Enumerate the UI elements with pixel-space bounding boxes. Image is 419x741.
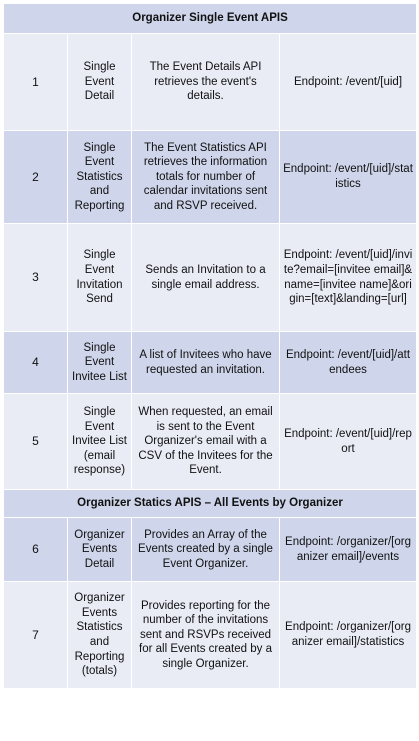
row-number: 2: [4, 131, 68, 224]
api-name: Single Event Detail: [68, 34, 132, 131]
api-description: Provides an Array of the Events created by a single Event Organizer.: [132, 518, 280, 582]
api-description: Provides reporting for the number of the invitations sent and RSVPs received for all Events created by a single Organizer.: [132, 582, 280, 689]
row-number: 7: [4, 582, 68, 689]
table-row: [4, 394, 417, 490]
api-description: A list of Invitees who have requested an invitation.: [132, 332, 280, 394]
table-row: [4, 582, 417, 689]
row-number: 1: [4, 34, 68, 131]
api-description: The Event Details API retrieves the event's details.: [132, 34, 280, 131]
row-number: 3: [4, 224, 68, 332]
api-endpoint: Endpoint: /organizer/[organizer email]/events: [280, 518, 417, 582]
api-name: Single Event Invitation Send: [68, 224, 132, 332]
api-endpoint: Endpoint: /event/[uid]: [280, 34, 417, 131]
section-title: Organizer Statics APIS – All Events by Organizer: [4, 490, 417, 518]
api-name: Single Event Invitee List (email response): [68, 394, 132, 490]
row-number: 5: [4, 394, 68, 490]
api-endpoint: Endpoint: /organizer/[organizer email]/statistics: [280, 582, 417, 689]
section-title: Organizer Single Event APIS: [4, 4, 417, 34]
table-row: [4, 518, 417, 582]
api-description: The Event Statistics API retrieves the information totals for number of calendar invitations sent and RSVP received.: [132, 131, 280, 224]
section-header-all-events: [4, 490, 417, 518]
api-description: Sends an Invitation to a single email address.: [132, 224, 280, 332]
row-number: 6: [4, 518, 68, 582]
api-name: Organizer Events Statistics and Reporting (totals): [68, 582, 132, 689]
api-endpoint: Endpoint: /event/[uid]/report: [280, 394, 417, 490]
api-endpoint: Endpoint: /event/[uid]/attendees: [280, 332, 417, 394]
row-number: 4: [4, 332, 68, 394]
api-name: Single Event Statistics and Reporting: [68, 131, 132, 224]
table-row: [4, 34, 417, 131]
table-row: [4, 131, 417, 224]
api-endpoint: Endpoint: /event/[uid]/statistics: [280, 131, 417, 224]
api-table: [3, 3, 417, 689]
section-header-single-event: [4, 4, 417, 34]
table-row: [4, 332, 417, 394]
table-row: [4, 224, 417, 332]
api-endpoint: Endpoint: /event/[uid]/invite?email=[invitee email]&name=[invitee name]&origin=[text]&landing=[url]: [280, 224, 417, 332]
api-name: Organizer Events Detail: [68, 518, 132, 582]
api-name: Single Event Invitee List: [68, 332, 132, 394]
api-description: When requested, an email is sent to the Event Organizer's email with a CSV of the Invitees for the Event.: [132, 394, 280, 490]
